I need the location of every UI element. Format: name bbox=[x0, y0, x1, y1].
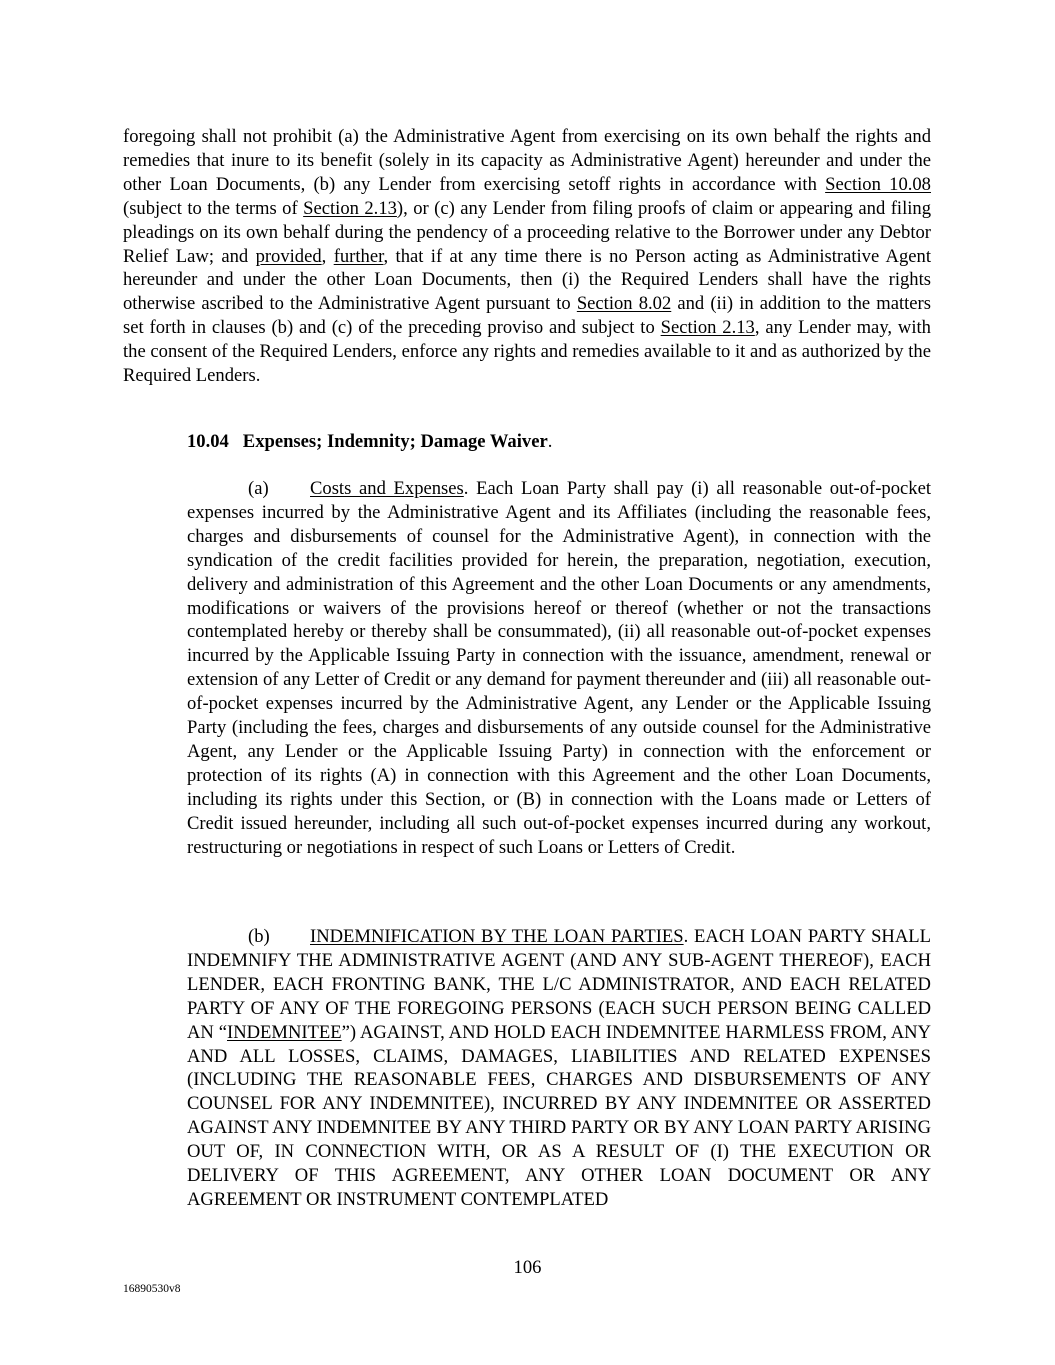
intro-text-1: foregoing shall not prohibit (a) the Administrative Agent from exercising on its own behalf the rights and remedies that inure to its benefit (solely in its capacity as Administrative Agent) hereunder and under the other Loan Documents, (b) any Lender from exercising setoff rights in accordance with bbox=[123, 126, 931, 195]
intro-text-3: ), or (c) any Lender from filing proofs of claim or appearing and filing pleadings on its own behalf during the pendency of a proceeding relative to the Borrower under any Debtor Relief Law; and bbox=[123, 197, 932, 267]
section-title-period: . bbox=[547, 431, 553, 452]
intro-text-6: , any Lender may, with the consent of the Required Lenders, enforce any rights and remedies available to it and as authorized by the Required Lenders. bbox=[123, 317, 931, 387]
indemnitee-defined-term: INDEMNITEE bbox=[227, 1021, 342, 1043]
section-reference-link[interactable]: Section 8.02 bbox=[576, 293, 672, 315]
intro-paragraph bbox=[123, 125, 931, 388]
paragraph-a bbox=[187, 477, 931, 860]
intro-comma: , bbox=[321, 245, 334, 267]
intro-text-5: and (ii) in addition to the matters set forth in clauses (b) and (c) of the preceding proviso and subject to bbox=[123, 293, 931, 339]
section-reference-link[interactable]: Section 10.08 bbox=[825, 173, 931, 195]
intro-text-2: (subject to the terms of bbox=[123, 197, 304, 219]
paragraph-b-caption: INDEMNIFICATION BY THE LOAN PARTIES bbox=[310, 926, 684, 947]
document-id: 16890530v8 bbox=[123, 1283, 181, 1295]
section-reference-link[interactable]: Section 2.13 bbox=[660, 317, 755, 339]
intro-text-4: , that if at any time there is no Person acting as Administrative Agent hereunder and under the other Loan Documents, then (i) the Required Lenders shall have the rights otherwise ascribed to the Administrative Agent pursuant to bbox=[123, 245, 931, 315]
provided-term: provided bbox=[255, 245, 322, 267]
paragraph-a-label: (a) bbox=[248, 478, 269, 499]
section-title: Expenses; Indemnity; Damage Waiver bbox=[242, 431, 548, 452]
paragraph-b-text-2: ”) AGAINST, AND HOLD EACH INDEMNITEE HARMLESS FROM, ANY AND ALL LOSSES, CLAIMS, DAMAGES, LIABILITIES AND RELATED EXPENSES (INCLUDING THE REASONABLE FEES, CHARGES AND DISBURSEMENTS OF ANY COUNSEL FOR ANY INDEMNITEE), INCURRED BY ANY INDEMNITEE OR ASSERTED AGAINST ANY INDEMNITEE BY ANY THIRD PARTY OR BY ANY LOAN PARTY ARISING OUT OF, IN CONNECTION WITH, OR AS A RESULT OF (I) THE EXECUTION OR DELIVERY OF THIS AGREEMENT, ANY OTHER LOAN DOCUMENT OR ANY AGREEMENT OR INSTRUMENT CONTEMPLATED bbox=[187, 1021, 931, 1210]
paragraph-b-text-1: . EACH LOAN PARTY SHALL INDEMNIFY THE ADMINISTRATIVE AGENT (AND ANY SUB-AGENT THEREOF), EACH LENDER, EACH FRONTING BANK, THE L/C ADMINISTRATOR, AND EACH RELATED PARTY OF ANY OF THE FOREGOING PERSONS (EACH SUCH PERSON BEING CALLED AN “ bbox=[187, 926, 931, 1043]
section-number: 10.04 bbox=[187, 431, 229, 452]
paragraph-a-caption: Costs and Expenses bbox=[310, 478, 464, 499]
further-term: further bbox=[333, 245, 384, 267]
section-heading bbox=[187, 430, 931, 454]
page-number: 106 bbox=[513, 1257, 542, 1278]
paragraph-a-text: . Each Loan Party shall pay (i) all reasonable out-of-pocket expenses incurred by the Administrative Agent and its Affiliates (including the reasonable fees, charges and disbursements of counsel for the Administrative Agent), in connection with the syndication of the credit facilities provided for herein, the preparation, negotiation, execution, delivery and administration of this Agreement and the other Loan Documents or any amendments, modifications or waivers of the provisions hereof or thereof (whether or not the transactions contemplated hereby or thereby shall be consummated), (ii) all reasonable out-of-pocket expenses incurred by the Applicable Issuing Party in connection with the issuance, amendment, renewal or extension of any Letter of Credit or any demand for payment thereunder and (iii) all reasonable out-of-pocket expenses incurred by the Administrative Agent, any Lender or the Applicable Issuing Party (including the fees, charges and disbursements of any outside counsel for the Administrative Agent, any Lender or the Applicable Issuing Party) in connection with the enforcement or protection of its rights (A) in connection with this Agreement and the other Loan Documents, including its rights under this Section, or (B) in connection with the Loans made or Letters of Credit issued hereunder, including all such out-of-pocket expenses incurred during any workout, restructuring or negotiations in respect of such Loans or Letters of Credit. bbox=[187, 478, 931, 858]
paragraph-b bbox=[187, 925, 931, 1212]
paragraph-b-label: (b) bbox=[248, 926, 270, 947]
section-reference-link[interactable]: Section 2.13 bbox=[303, 197, 397, 219]
